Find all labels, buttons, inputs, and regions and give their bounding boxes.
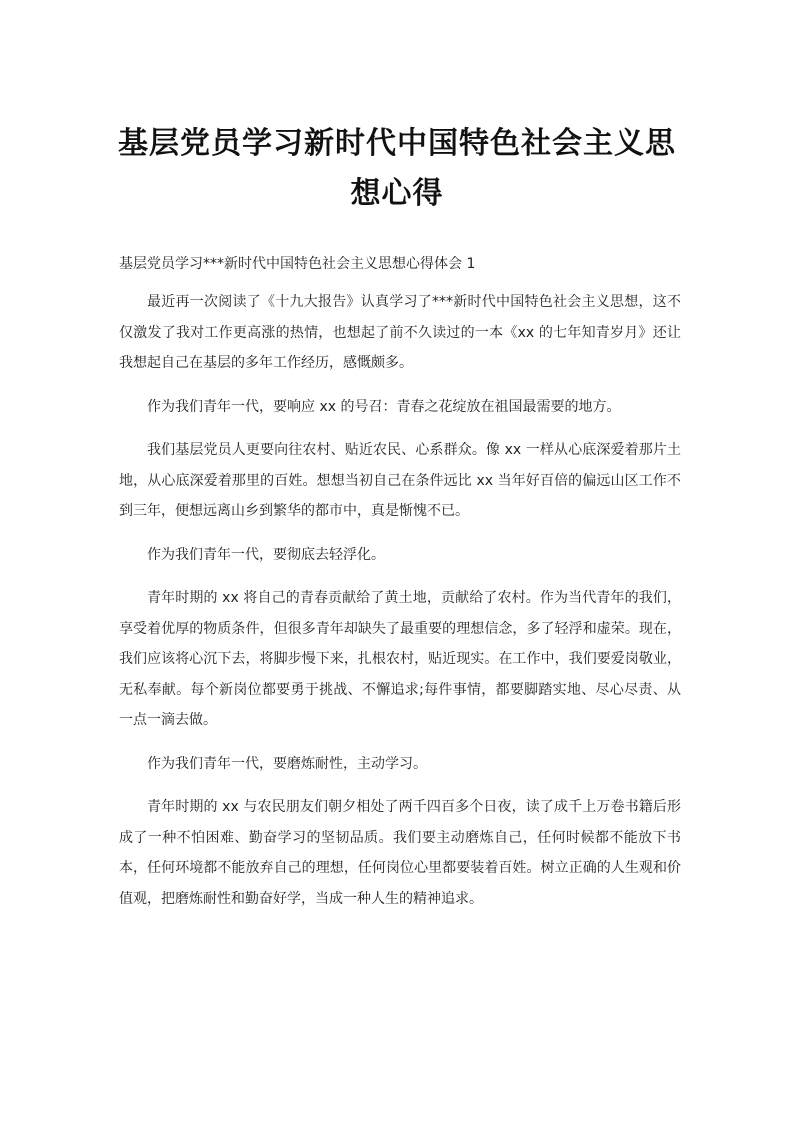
paragraph-4: 作为我们青年一代，要彻底去轻浮化。 xyxy=(147,546,385,563)
paragraph-5: 青年时期的 xx 将自己的青春贡献给了黄土地，贡献给了农村。作为当代青年的我们，享受着优厚的物质条件，但很多青年却缺失了最重要的理想信念，多了轻浮和虚荣。现在，我们应该将心沉下去，将脚步慢下来，扎根农村，贴近现实。在工作中，我们要爱岗敬业，无私奉献。每个新岗位都要勇于挑战、不懈追求;每件事情，都要脚踏实地、尽心尽责、从一点一滴去做。 xyxy=(119,590,681,728)
paragraph-6: 作为我们青年一代，要磨炼耐性，主动学习。 xyxy=(147,755,427,772)
document-title-line-2: 想心得 xyxy=(350,176,444,211)
document-subtitle: 基层党员学习***新时代中国特色社会主义思想心得体会 1 xyxy=(119,256,476,272)
paragraph-3: 我们基层党员人更要向往农村、贴近农民、心系群众。像 xx 一样从心底深爱着那片土地，从心底深爱着那里的百姓。想想当初自己在条件远比 xx 当年好百倍的偏远山区工作不到三年，便想远离山乡到繁华的都市中，真是惭愧不已。 xyxy=(119,442,681,519)
document-body xyxy=(119,287,681,927)
paragraph-1: 最近再一次阅读了《十九大报告》认真学习了***新时代中国特色社会主义思想，这不仅激发了我对工作更高涨的热情，也想起了前不久读过的一本《xx 的七年知青岁月》还让我想起自己在基层的多年工作经历，感慨颇多。 xyxy=(119,294,681,371)
document-title-line-1: 基层党员学习新时代中国特色社会主义思 xyxy=(118,126,676,161)
paragraph-7: 青年时期的 xx 与农民朋友们朝夕相处了两千四百多个日夜，读了成千上万卷书籍后形成了一种不怕困难、勤奋学习的坚韧品质。我们要主动磨炼自己，任何时候都不能放下书本，任何环境都不能放弃自己的理想，任何岗位心里都要装着百姓。树立正确的人生观和价值观，把磨炼耐性和勤奋好学，当成一种人生的精神追求。 xyxy=(119,799,681,907)
paragraph-2: 作为我们青年一代，要响应 xx 的号召：青春之花绽放在祖国最需要的地方。 xyxy=(147,398,621,415)
